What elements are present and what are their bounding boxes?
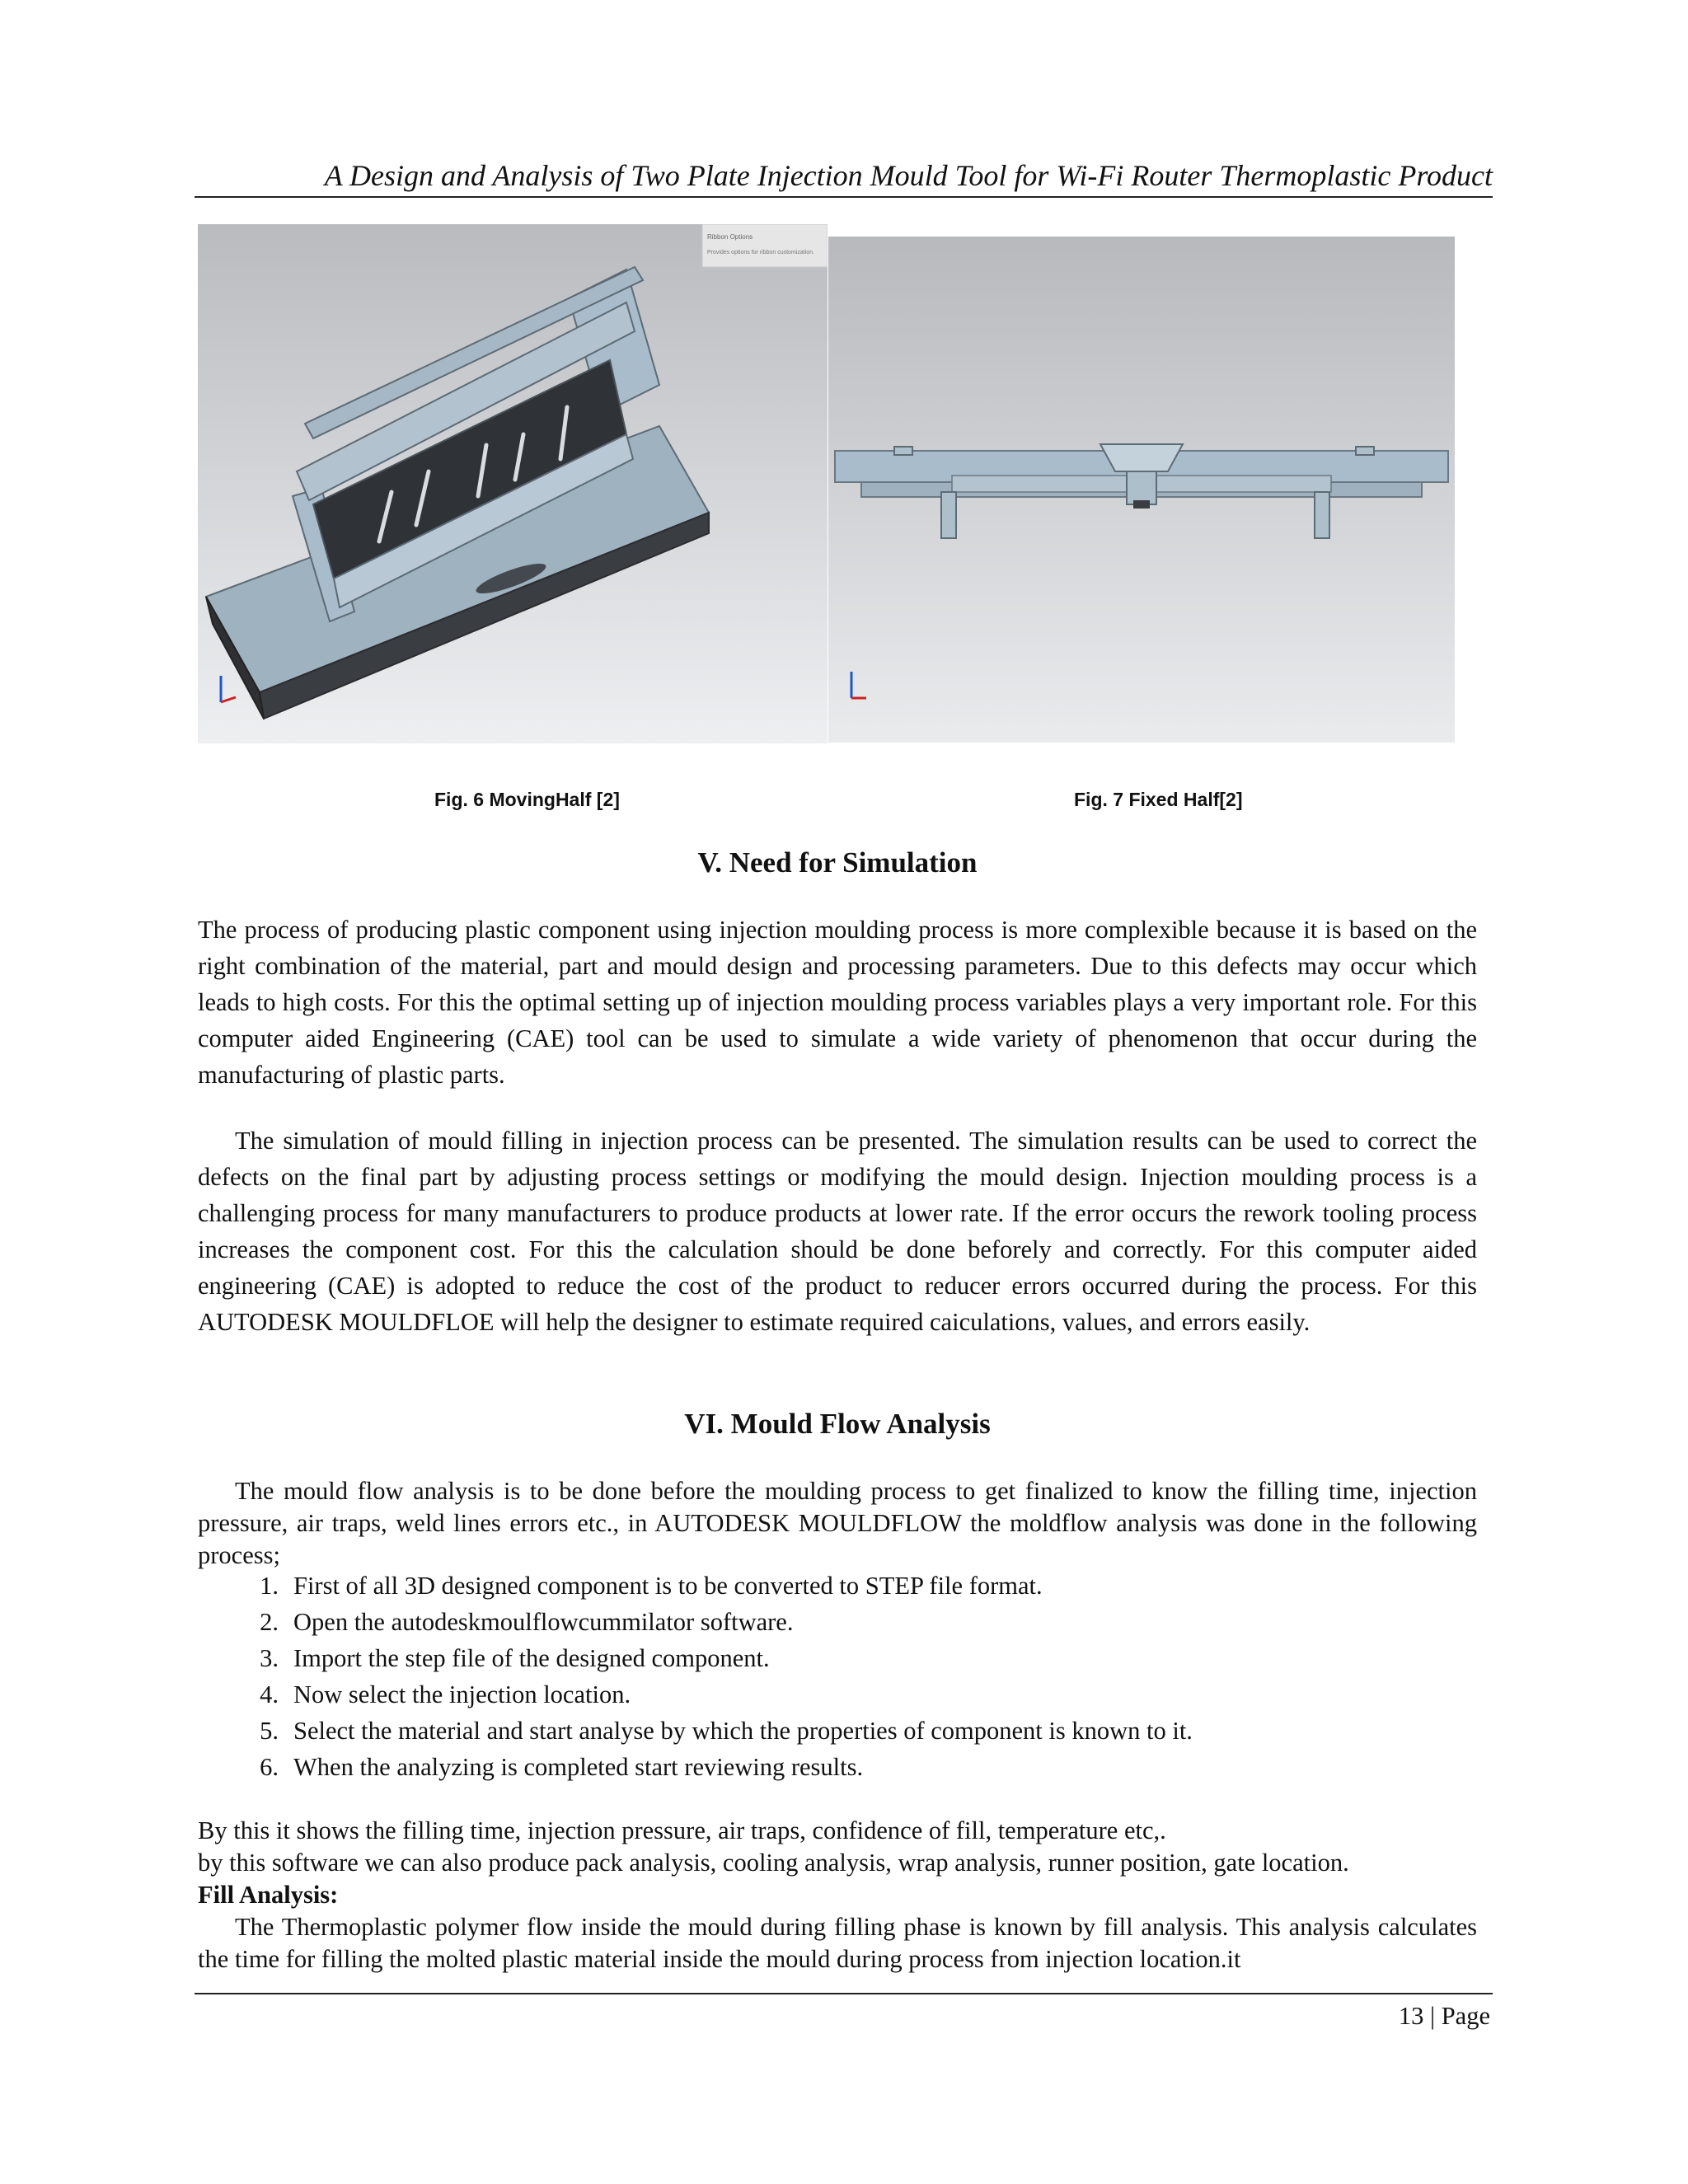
section-5-heading: V. Need for Simulation (697, 846, 978, 879)
tooltip-title: Ribbon Options (707, 233, 753, 241)
list-item: 1. First of all 3D designed component is to be converted to STEP file format. (260, 1572, 1043, 1600)
page-number: 13 | Page (1398, 2002, 1490, 2030)
fixed-half-render (828, 237, 1455, 743)
moving-half-render (198, 224, 828, 743)
process-steps-list (198, 1568, 1477, 1785)
section-5-paragraph-2: The simulation of mould filling in injection process can be presented. The simulation results can be used to correct the defects on the final part by adjusting process settings or modifying the mould design. Injection moulding process is a challenging process for many manufacturers to produce products at lower rate. If the error occurs the rework tooling process increases the component cost. For this the calculation should be done beforely and correctly. For this computer aided engineering (CAE) is adopted to reduce the cost of the product to reducer errors occurred during the process. For this AUTODESK MOULDFLOE will help the designer to estimate required caiculations, values, and errors easily. (198, 1127, 1477, 1336)
tooltip-text: Provides options for ribbon customization. (707, 250, 814, 255)
ribbon-tooltip (702, 224, 828, 267)
running-header: A Design and Analysis of Two Plate Injection Mould Tool for Wi-Fi Router Thermoplastic Product (195, 155, 1493, 198)
section-6-heading: VI. Mould Flow Analysis (684, 1408, 991, 1440)
list-item: 3. Import the step file of the designed component. (260, 1644, 770, 1672)
figure-7-caption: Fig. 7 Fixed Half[2] (1074, 789, 1243, 810)
section-5-paragraph-1: The process of producing plastic component using injection moulding process is more complexible because it is based on the right combination of the material, part and mould design and processing parameters. Due to this defects may occur which leads to high costs. For this the optimal setting up of injection moulding process variables plays a very important role. For this computer aided Engineering (CAE) tool can be used to simulate a wide variety of phenomenon that occur during the manufacturing of plastic parts. (198, 916, 1477, 1089)
footer-rule (195, 1993, 1493, 1994)
fill-analysis-heading: Fill Analysis: (198, 1881, 339, 1909)
figure-fixed-half (828, 237, 1455, 743)
list-item: 4. Now select the injection location. (260, 1680, 631, 1708)
figure-moving-half (198, 224, 828, 743)
figure-6-caption: Fig. 6 MovingHalf [2] (434, 789, 620, 810)
fill-analysis-paragraph: The Thermoplastic polymer flow inside the mould during filling phase is known by fill analysis. This analysis calculates the time for filling the molted plastic material inside the mould during process from injection location.it (198, 1913, 1477, 1973)
list-item: 6. When the analyzing is completed start reviewing results. (260, 1753, 864, 1781)
list-item: 2. Open the autodeskmoulflowcummilator software. (260, 1608, 794, 1636)
results-line-1: By this it shows the filling time, injection pressure, air traps, confidence of fill, temperature etc,. (198, 1816, 1166, 1844)
list-item: 5. Select the material and start analyse by which the properties of component is known to it. (260, 1717, 1193, 1745)
section-6-intro: The mould flow analysis is to be done before the moulding process to get finalized to know the filling time, injection pressure, air traps, weld lines errors etc., in AUTODESK MOULDFLOW the moldflow analysis was done in the following process; (198, 1477, 1477, 1569)
results-line-2: by this software we can also produce pack analysis, cooling analysis, wrap analysis, runner position, gate location. (198, 1849, 1349, 1877)
